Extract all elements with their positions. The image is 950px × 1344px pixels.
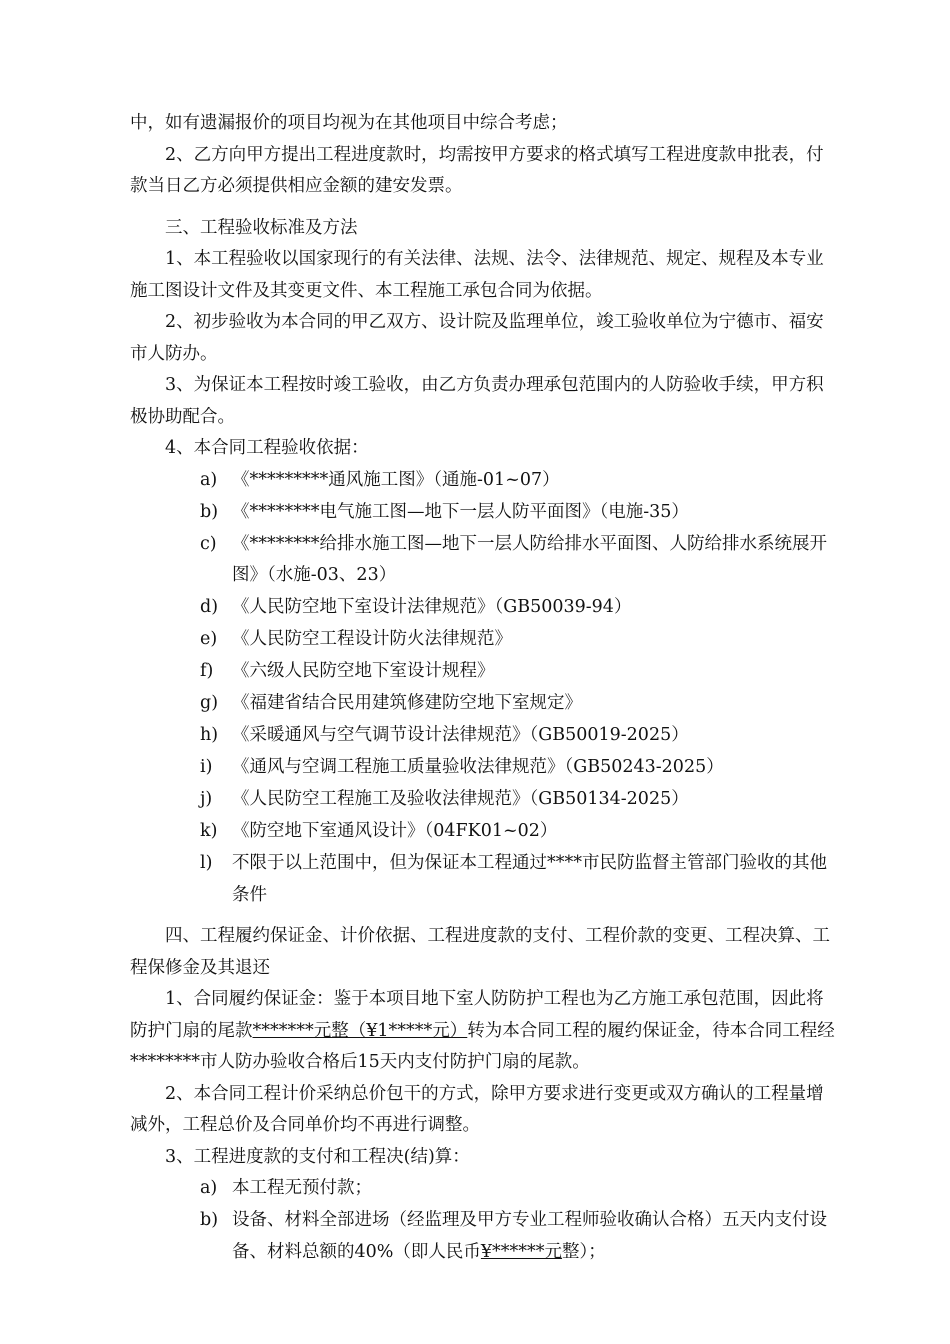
list-item xyxy=(130,848,835,911)
list-marker: h) xyxy=(200,725,219,745)
section-heading-acceptance: 三、工程验收标准及方法 xyxy=(165,217,358,238)
list-item-text: 《福建省结合民用建筑修建防空地下室规定》 xyxy=(232,693,582,713)
list-item-text: 《人民防空工程设计防火法律规范》 xyxy=(232,629,512,649)
list-item-text: 《*********通风施工图》（通施-01~07） xyxy=(232,469,560,490)
paragraph-text: 1、合同履约保证金：鉴于本项目地下室人防防护工程也为乙方施工承包范围，因此将防护门扇的尾款 xyxy=(130,989,824,1041)
paragraph-acceptance-3: 3、为保证本工程按时竣工验收，由乙方负责办理承包范围内的人防验收手续，甲方积极协助配合。 xyxy=(130,375,824,427)
list-item xyxy=(130,465,835,497)
paragraph-acceptance-4: 4、本合同工程验收依据： xyxy=(165,438,369,458)
list-marker: l) xyxy=(200,853,213,873)
paragraph-continuation: 中，如有遗漏报价的项目均视为在其他项目中综合考虑； xyxy=(130,113,568,133)
list-item xyxy=(130,816,835,848)
list-marker: e) xyxy=(200,629,218,649)
paragraph-text: 转为本合同工程的履约保证金，待本合同工程经********市人防办验收合格后15天内支付防护门扇的尾款。 xyxy=(130,1020,835,1072)
list-marker: k) xyxy=(200,821,218,841)
list-item-text: 《********电气施工图—地下一层人防平面图》（电施-35） xyxy=(232,501,689,522)
paragraph-guarantee-1 xyxy=(130,984,835,1079)
list-item xyxy=(130,752,835,784)
paragraph-guarantee-3: 3、工程进度款的支付和工程决(结)算： xyxy=(165,1146,470,1167)
list-item-text: 《通风与空调工程施工质量验收法律规范》（GB50243-2025） xyxy=(232,757,724,777)
list-item-text: 《********给排水施工图—地下一层人防给排水平面图、人防给排水系统展开图》（水施-03、23） xyxy=(232,533,827,585)
list-item-text: 《人民防空地下室设计法律规范》（GB50039-94） xyxy=(232,597,632,617)
underlined-amount: *******元整（¥1*****元） xyxy=(252,1020,468,1041)
payment-list xyxy=(130,1173,835,1268)
list-item-text: 不限于以上范围中，但为保证本工程通过****市民防监督主管部门验收的其他条件 xyxy=(232,853,827,905)
list-item-text: 《防空地下室通风设计》（04FK01~02） xyxy=(232,821,558,841)
section-heading-guarantee: 四、工程履约保证金、计价依据、工程进度款的支付、工程价款的变更、工程决算、工程保修金及其退还 xyxy=(130,926,830,978)
list-marker: j) xyxy=(200,789,213,809)
list-item-text-part: 整）； xyxy=(562,1241,606,1262)
list-item-text: 《六级人民防空地下室设计规程》 xyxy=(232,661,495,681)
list-item-text: 《人民防空工程施工及验收法律规范》（GB50134-2025） xyxy=(232,789,689,809)
underlined-amount: ¥******元 xyxy=(480,1241,563,1262)
list-item xyxy=(130,784,835,816)
list-item xyxy=(130,1205,835,1268)
list-item-text xyxy=(232,1205,835,1268)
list-marker: c) xyxy=(200,533,217,554)
list-item xyxy=(130,656,835,688)
list-item xyxy=(130,720,835,752)
list-item-text-part: 设备、材料全部进场（经监理及甲方专业工程师验收确认合格）五天内支付设备、材料总额的40%（即人民币 xyxy=(232,1210,827,1262)
paragraph-progress-payment: 2、乙方向甲方提出工程进度款时，均需按甲方要求的格式填写工程进度款申批表，付款当日乙方必须提供相应金额的建安发票。 xyxy=(130,144,824,196)
list-item xyxy=(130,592,835,624)
list-marker: b) xyxy=(200,501,219,522)
list-marker: f) xyxy=(200,661,214,681)
list-marker: b) xyxy=(200,1210,219,1230)
list-marker: a) xyxy=(200,1178,218,1198)
paragraph-guarantee-2: 2、本合同工程计价采纳总价包干的方式，除甲方要求进行变更或双方确认的工程量增减外，工程总价及合同单价均不再进行调整。 xyxy=(130,1083,824,1135)
list-marker: d) xyxy=(200,597,219,617)
list-item-text: 《采暖通风与空气调节设计法律规范》（GB50019-2025） xyxy=(232,725,689,745)
list-item xyxy=(130,497,835,529)
list-marker: g) xyxy=(200,693,219,713)
paragraph-acceptance-1: 1、本工程验收以国家现行的有关法律、法规、法令、法律规范、规定、规程及本专业施工图设计文件及其变更文件、本工程施工承包合同为依据。 xyxy=(130,249,824,301)
list-item xyxy=(130,529,835,592)
list-item xyxy=(130,1173,835,1205)
list-item xyxy=(130,624,835,656)
acceptance-basis-list xyxy=(130,465,835,912)
list-item xyxy=(130,688,835,720)
list-marker: a) xyxy=(200,469,218,490)
document-page xyxy=(130,108,835,1269)
list-marker: i) xyxy=(200,757,213,777)
list-item-text: 本工程无预付款； xyxy=(232,1178,372,1198)
paragraph-acceptance-2: 2、初步验收为本合同的甲乙双方、设计院及监理单位，竣工验收单位为宁德市、福安市人防办。 xyxy=(130,312,824,364)
